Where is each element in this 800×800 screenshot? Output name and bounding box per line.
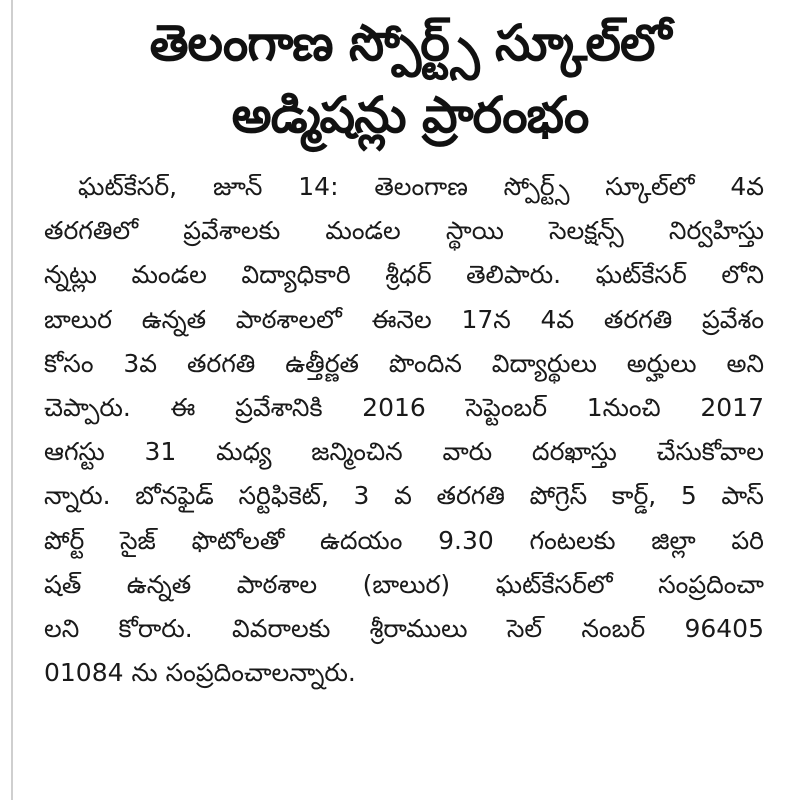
- body-line: కోసం 3వ తరగతి ఉత్తీర్ణత పొందిన విద్యార్థులు అర్హులు అని: [44, 348, 764, 378]
- body-line: ఆగస్టు 31 మధ్య జన్మించిన వారు దరఖాస్తు చేసుకోవాల: [44, 437, 764, 467]
- headline-line-1: తెలంగాణ స్పోర్ట్స్ స్కూల్‌లో: [149, 14, 671, 72]
- column-divider: [11, 0, 13, 800]
- body-line: న్నారు. బోనఫైడ్ సర్టిఫికెట్, 3 వ తరగతి పోగ్రెస్ కార్డ్, 5 పాస్: [44, 481, 764, 511]
- body-line: న్నట్లు మండల విద్యాధికారి శ్రీధర్ తెలిపారు. ఘట్‌కేసర్ లోని: [44, 260, 764, 290]
- body-line: బాలుర ఉన్నత పాఠశాలలో ఈనెల 17న 4వ తరగతి ప్రవేశం: [44, 304, 764, 334]
- body-line: లని కోరారు. వివరాలకు శ్రీరాములు సెల్ నంబర్ 96405: [44, 613, 764, 643]
- article-body: [44, 165, 764, 695]
- body-line: చెప్పారు. ఈ ప్రవేశానికి 2016 సెప్టెంబర్ 1నుంచి 2017: [44, 392, 764, 422]
- body-line: పోర్ట్ సైజ్ ఫొటోలతో ఉదయం 9.30 గంటలకు జిల్లా పరి: [44, 525, 764, 555]
- body-line: ఘట్‌కేసర్, జూన్ 14: తెలంగాణ స్పోర్ట్స్ స్కూల్‌లో 4వ: [78, 172, 764, 201]
- body-line: 01084 ను సంప్రదించాలన్నారు.: [44, 658, 356, 688]
- body-line: షత్ ఉన్నత పాఠశాల (బాలుర) ఘట్‌కేసర్‌లో సంప్రదించా: [44, 569, 764, 599]
- headline-line-2: అడ్మిషన్లు ప్రారంభం: [231, 86, 589, 144]
- body-line: తరగతిలో ప్రవేశాలకు మండల స్థాయి సెలక్షన్స్ నిర్వహిస్తు: [44, 216, 764, 246]
